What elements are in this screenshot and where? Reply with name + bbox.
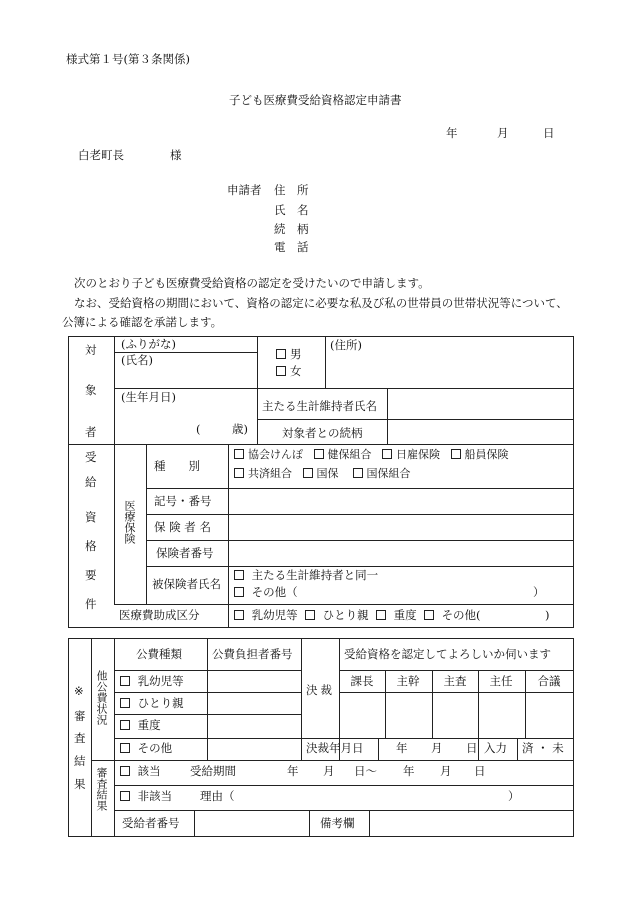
applicant-address-label: 住 所 <box>274 183 309 197</box>
other-public-label: 他公費状況 <box>95 670 108 725</box>
review-char-5: 果 <box>74 777 86 791</box>
period-day-2: 日 <box>474 764 486 778</box>
checkbox[interactable] <box>276 349 286 359</box>
eligibility-char-5: 要 <box>85 568 97 582</box>
public-option-severe[interactable]: 重度 <box>120 720 161 732</box>
symbol-number-label: 記号・番号 <box>154 494 212 508</box>
approver-consultation: 合議 <box>537 674 561 688</box>
type-option-kokuho[interactable]: 国保 <box>303 467 339 480</box>
applicant-phone-label: 電 話 <box>274 240 309 254</box>
relation-to-subject-label: 対象者との続柄 <box>282 426 363 440</box>
main-earner-label: 主たる生計維持者氏名 <box>262 399 377 413</box>
addressee: 白老町長 <box>78 148 124 162</box>
type-option-kokuho-kumiai[interactable]: 国保組合 <box>353 467 411 480</box>
form-title: 子ども医療費受給資格認定申請書 <box>229 93 402 107</box>
decision-date-day: 日 <box>466 741 478 755</box>
eligibility-char-2: 給 <box>85 475 97 489</box>
decision-label: 決裁 <box>306 683 335 697</box>
insurance-type-row-2 <box>234 468 411 479</box>
recipient-number-label: 受給者番号 <box>122 816 180 830</box>
decision-date-month: 月 <box>431 741 443 755</box>
insured-other-label: その他（ <box>251 585 298 599</box>
review-char-4: 結 <box>74 754 86 768</box>
applicant-relation-label: 続 柄 <box>274 222 309 236</box>
subject-label-char-2: 象 <box>85 383 97 397</box>
applicable-option[interactable]: 該当 <box>120 766 161 778</box>
input-status: 済 ・ 未 <box>522 741 564 755</box>
gender-female-label: 女 <box>290 364 302 378</box>
subsidy-close: ) <box>545 608 550 622</box>
approver-senior-staff: 主査 <box>443 674 467 688</box>
type-option-hiyatoi[interactable]: 日雇保険 <box>382 448 440 461</box>
public-type-header: 公費種類 <box>136 647 182 661</box>
applicant-name-label: 氏 名 <box>274 203 309 217</box>
period-month-1: 月 <box>323 764 335 778</box>
input-label: 入力 <box>484 741 507 755</box>
approval-question: 受給資格を認定してよろしいか伺います <box>344 647 551 661</box>
date-day-label: 日 <box>543 126 555 140</box>
approver-chief-manager: 主幹 <box>396 674 420 688</box>
insurer-name-label: 保 険 者 名 <box>154 520 211 534</box>
subsidy-option-severe[interactable]: 重度 <box>376 608 417 622</box>
subsidy-option-infant[interactable]: 乳幼児等 <box>234 608 298 622</box>
type-option-senin[interactable]: 船員保険 <box>451 448 509 461</box>
period-label: 受給期間 <box>190 764 236 778</box>
public-payer-header: 公費負担者番号 <box>212 647 293 661</box>
eligibility-char-3: 資 <box>85 510 97 524</box>
period-year-2: 年 <box>403 764 415 778</box>
result-label: 審査結果 <box>95 767 108 811</box>
period-day-1: 日〜 <box>354 764 377 778</box>
statement-line-3: 公簿による確認を承諾します。 <box>62 315 223 329</box>
review-char-3: 査 <box>74 731 86 745</box>
reason-close: ） <box>508 789 520 803</box>
remarks-label: 備考欄 <box>320 816 355 830</box>
eligibility-char-6: 件 <box>85 597 97 611</box>
subject-label-char-1: 対 <box>85 343 97 357</box>
insurer-number-label: 保険者番号 <box>156 546 214 560</box>
reason-label: 理由（ <box>200 789 235 803</box>
gender-male-label: 男 <box>290 347 302 361</box>
age-open: ( <box>196 422 201 436</box>
gender-female-option[interactable] <box>276 366 302 378</box>
subject-name-label: (氏名) <box>121 353 153 367</box>
medical-insurance-label: 医療保険 <box>123 500 136 544</box>
application-table <box>68 336 574 628</box>
eligibility-char-1: 受 <box>85 450 97 464</box>
insured-other-close: ） <box>533 585 545 599</box>
period-month-2: 月 <box>440 764 452 778</box>
insurance-type-label: 種 別 <box>154 459 200 473</box>
insurance-type-row-1 <box>234 449 509 460</box>
statement-line-2: なお、受給資格の期間において、資格の認定に必要な私及び私の世帯員の世帯状況等について、 <box>74 296 568 310</box>
insured-same-label: 主たる生計維持者と同一 <box>251 568 379 582</box>
decision-date-label: 決裁年月日 <box>306 741 364 755</box>
approver-staff: 主任 <box>489 674 513 688</box>
checkbox[interactable] <box>276 366 286 376</box>
form-number: 様式第１号(第３条関係) <box>66 52 190 66</box>
gender-male-option[interactable] <box>276 349 302 361</box>
eligibility-char-4: 格 <box>85 539 97 553</box>
subsidy-option-single-parent[interactable]: ひとり親 <box>305 608 369 622</box>
review-char-1: ※ <box>74 684 84 698</box>
honorific: 様 <box>170 148 182 162</box>
statement-line-1: 次のとおり子ども医療費受給資格の認定を受けたいので申請します。 <box>74 276 430 290</box>
not-applicable-option[interactable]: 非該当 <box>120 791 172 803</box>
age-close: 歳) <box>232 422 248 436</box>
applicant-label: 申請者 <box>227 183 262 197</box>
type-option-kenpo[interactable]: 健保組合 <box>314 448 372 461</box>
type-option-kyokai[interactable]: 協会けんぽ <box>234 448 303 461</box>
public-option-other[interactable]: その他 <box>120 743 172 755</box>
subsidy-options <box>234 610 481 622</box>
birthdate-label: (生年月日) <box>121 390 176 404</box>
furigana-label: (ふりがな) <box>121 337 176 351</box>
type-option-kyosai[interactable]: 共済組合 <box>234 467 292 480</box>
decision-date-year: 年 <box>396 741 408 755</box>
insured-name-label: 被保険者氏名 <box>152 577 221 591</box>
approver-section-chief: 課長 <box>350 674 374 688</box>
subject-label-char-3: 者 <box>85 425 97 439</box>
review-char-2: 審 <box>74 709 86 723</box>
public-option-infant[interactable]: 乳幼児等 <box>120 676 184 688</box>
public-option-single-parent[interactable]: ひとり親 <box>120 698 184 710</box>
date-year-label: 年 <box>446 126 458 140</box>
insured-same-option[interactable] <box>234 570 378 582</box>
date-month-label: 月 <box>497 126 509 140</box>
subsidy-option-other[interactable]: その他( <box>424 608 481 622</box>
insured-other-option[interactable] <box>234 587 298 599</box>
period-year-1: 年 <box>287 764 299 778</box>
subject-address-label: (住所) <box>330 338 362 352</box>
subsidy-category-label: 医療費助成区分 <box>119 608 200 622</box>
